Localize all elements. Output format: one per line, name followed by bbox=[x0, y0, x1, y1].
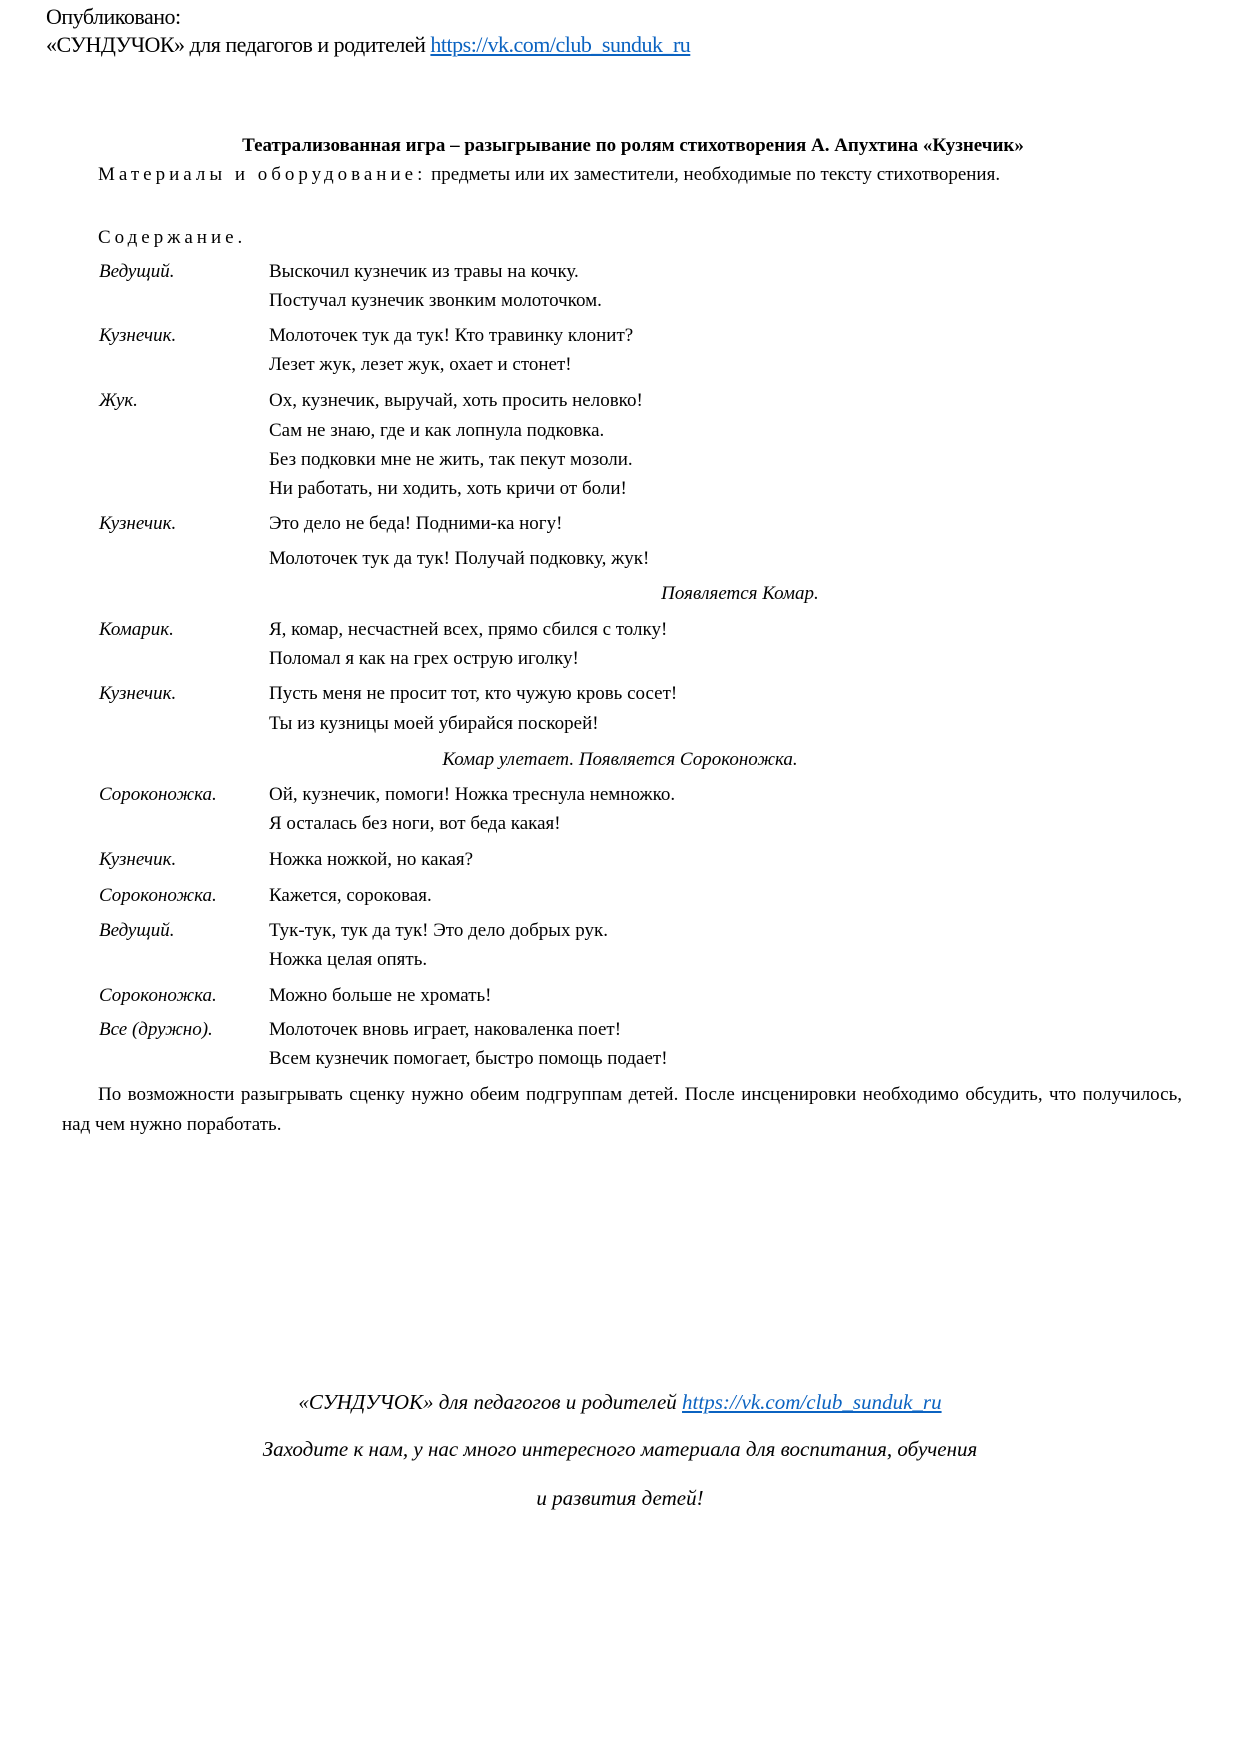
dialogue-line: Кажется, сороковая. bbox=[269, 885, 432, 906]
footer-invite-line-2: и развития детей! bbox=[536, 1486, 704, 1510]
speaker-role: Сороконожка. bbox=[99, 885, 217, 906]
dialogue-line: Молоточек тук да тук! Получай подковку, жук! bbox=[269, 548, 650, 569]
published-label: Опубликовано: bbox=[46, 4, 181, 29]
document-title: Театрализованная игра – разыгрывание по ролям стихотворения А. Апухтина «Кузнечик» bbox=[242, 135, 1024, 156]
speaker-role: Комарик. bbox=[99, 619, 174, 640]
stage-direction: Комар улетает. Появляется Сороконожка. bbox=[442, 749, 798, 770]
dialogue-line: Ой, кузнечик, помоги! Ножка треснула немножко. bbox=[269, 784, 676, 805]
speaker-role: Ведущий. bbox=[99, 261, 175, 282]
speaker-role: Кузнечик. bbox=[99, 683, 177, 704]
dialogue-line: Молоточек вновь играет, наковаленка поет! bbox=[269, 1019, 622, 1040]
dialogue-line: Ножка ножкой, но какая? bbox=[269, 849, 474, 870]
footer-club-link[interactable]: https://vk.com/club_sunduk_ru bbox=[682, 1390, 942, 1414]
dialogue-line: Ох, кузнечик, выручай, хоть просить неловко! bbox=[269, 390, 643, 411]
footer-club-line bbox=[0, 1390, 1240, 1415]
footer-invite-line: Заходите к нам, у нас много интересного материала для воспитания, обучения bbox=[262, 1437, 978, 1461]
speaker-role: Кузнечик. bbox=[99, 513, 177, 534]
materials-label: Материалы и оборудование: bbox=[98, 164, 427, 185]
dialogue-line: Постучал кузнечик звонким молоточком. bbox=[269, 290, 602, 311]
closing-paragraph: По возможности разыгрывать сценку нужно обеим подгруппам детей. После инсценировки необходимо обсудить, что получилось, над чем нужно поработать. bbox=[62, 1084, 1182, 1135]
dialogue-line: Можно больше не хромать! bbox=[269, 985, 492, 1006]
speaker-role: Кузнечик. bbox=[99, 849, 177, 870]
speaker-role: Кузнечик. bbox=[99, 325, 177, 346]
speaker-role: Сороконожка. bbox=[99, 985, 217, 1006]
stage-direction: Появляется Комар. bbox=[661, 583, 819, 604]
dialogue-line: Пусть меня не просит тот, кто чужую кровь сосет! bbox=[269, 683, 678, 704]
dialogue-line: Молоточек тук да тук! Кто травинку клонит? bbox=[269, 325, 634, 346]
speaker-role: Сороконожка. bbox=[99, 784, 217, 805]
header-club-line bbox=[46, 32, 690, 58]
footer-club-name: «СУНДУЧОК» для педагогов и родителей bbox=[298, 1390, 677, 1414]
header-club-name: «СУНДУЧОК» для педагогов и родителей bbox=[46, 32, 426, 57]
dialogue-line: Поломал я как на грех острую иголку! bbox=[269, 648, 579, 669]
dialogue-line: Сам не знаю, где и как лопнула подковка. bbox=[269, 420, 605, 441]
speaker-role: Ведущий. bbox=[99, 920, 175, 941]
dialogue-line: Ни работать, ни ходить, хоть кричи от боли! bbox=[269, 478, 627, 499]
dialogue-line: Всем кузнечик помогает, быстро помощь подает! bbox=[269, 1048, 668, 1069]
dialogue-line: Без подковки мне не жить, так пекут мозоли. bbox=[269, 449, 633, 470]
dialogue-line: Ножка целая опять. bbox=[269, 949, 428, 970]
dialogue-line: Выскочил кузнечик из травы на кочку. bbox=[269, 261, 579, 282]
content-label: Содержание. bbox=[98, 227, 247, 248]
materials-paragraph bbox=[62, 160, 1182, 190]
dialogue-line: Я, комар, несчастней всех, прямо сбился с толку! bbox=[269, 619, 668, 640]
dialogue-line: Тук-тук, тук да тук! Это дело добрых рук. bbox=[269, 920, 609, 941]
dialogue-line: Это дело не беда! Подними-ка ногу! bbox=[269, 513, 563, 534]
materials-text: предметы или их заместители, необходимые по тексту стихотворения. bbox=[426, 164, 1001, 185]
dialogue-line: Ты из кузницы моей убирайся поскорей! bbox=[269, 713, 599, 734]
speaker-role: Все (дружно). bbox=[99, 1019, 213, 1040]
header-club-link[interactable]: https://vk.com/club_sunduk_ru bbox=[430, 32, 691, 57]
dialogue-line: Я осталась без ноги, вот беда какая! bbox=[269, 813, 561, 834]
speaker-role: Жук. bbox=[99, 390, 138, 411]
dialogue-line: Лезет жук, лезет жук, охает и стонет! bbox=[269, 354, 572, 375]
